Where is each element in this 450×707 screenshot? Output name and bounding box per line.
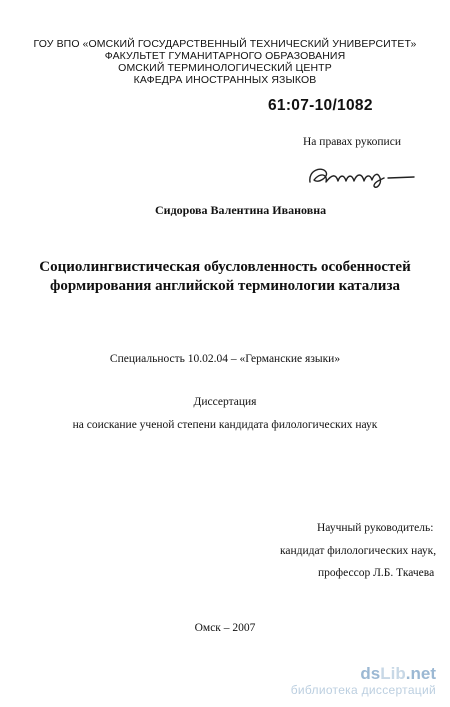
- title-line-2: формирования английской терминологии катализа: [50, 278, 400, 294]
- institution-line-2: ФАКУЛЬТЕТ ГУМАНИТАРНОГО ОБРАЗОВАНИЯ: [104, 50, 346, 62]
- specialty: Специальность 10.02.04 – «Германские языки»: [109, 353, 341, 365]
- handwritten-signature: [304, 162, 416, 192]
- work-type: Диссертация: [193, 396, 257, 408]
- city-year: Омск – 2007: [194, 622, 256, 634]
- supervisor-degree: кандидат филологических наук,: [280, 545, 437, 557]
- watermark-subtitle: библиотека диссертаций: [290, 683, 436, 697]
- watermark: [291, 665, 436, 698]
- author-name: Сидорова Валентина Ивановна: [155, 203, 327, 217]
- institution-line-3: ОМСКИЙ ТЕРМИНОЛОГИЧЕСКИЙ ЦЕНТР: [118, 62, 332, 74]
- institution-line-4: КАФЕДРА ИНОСТРАННЫХ ЯЗЫКОВ: [133, 74, 317, 86]
- institution-line-1: ГОУ ВПО «ОМСКИЙ ГОСУДАРСТВЕННЫЙ ТЕХНИЧЕСКИЙ УНИВЕРСИТЕТ»: [33, 38, 417, 50]
- supervisor-heading: Научный руководитель:: [317, 522, 434, 534]
- watermark-logo: dsLib.net: [360, 664, 436, 683]
- rights-note: На правах рукописи: [303, 136, 401, 148]
- signature-icon: [304, 162, 416, 192]
- title-line-1: Социолингвистическая обусловленность особенностей: [39, 259, 411, 275]
- degree-statement: на соискание ученой степени кандидата филологических наук: [72, 419, 378, 431]
- registration-number: 61:07-10/1082: [268, 97, 373, 114]
- supervisor-name: профессор Л.Б. Ткачева: [318, 567, 435, 579]
